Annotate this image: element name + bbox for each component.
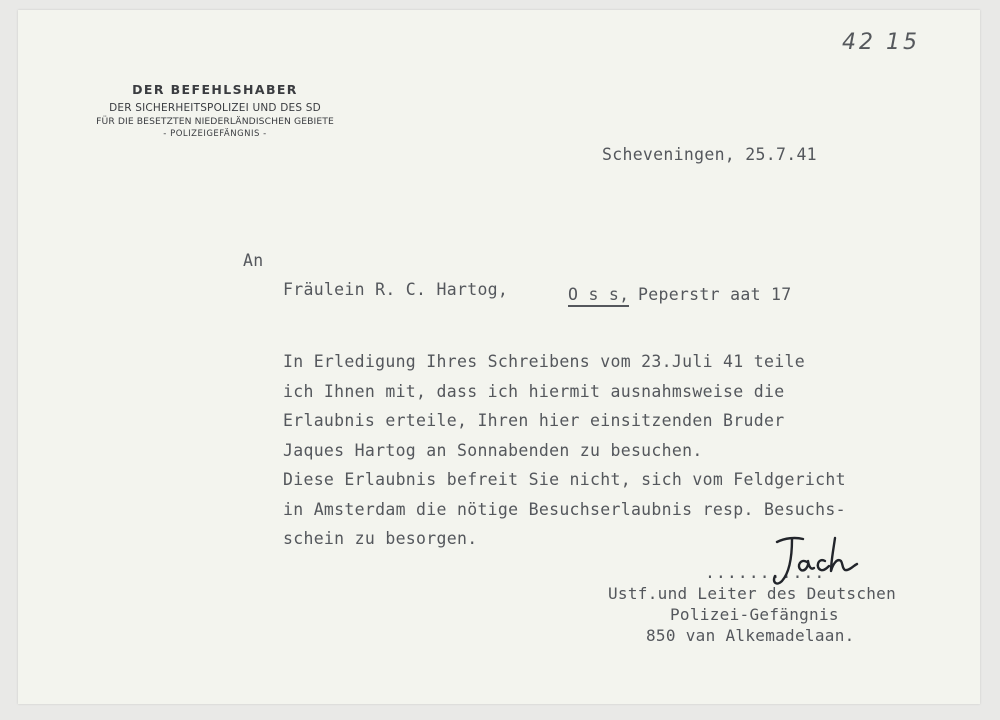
letterhead-line-1: DER BEFEHLSHABER [132, 82, 298, 97]
sign-off-line-2: Polizei-Gefängnis [670, 605, 839, 624]
folio-number: 42 15 [842, 30, 920, 55]
body-line: In Erledigung Ihres Schreibens vom 23.Juli 41 teile [283, 352, 805, 371]
body-line: Diese Erlaubnis befreit Sie nicht, sich vom Feldgericht [283, 470, 846, 489]
body-line: in Amsterdam die nötige Besuchserlaubnis resp. Besuchs- [283, 499, 846, 519]
letterhead-line-2: DER SICHERHEITSPOLIZEI UND DES SD [109, 102, 321, 114]
body-line: schein zu besorgen. [283, 529, 478, 548]
body-line: Erlaubnis erteile, Ihren hier einsitzenden Bruder [283, 411, 785, 430]
salutation: An [243, 251, 264, 270]
place-date: Scheveningen, 25.7.41 [602, 145, 817, 164]
letterhead-line-4: - POLIZEIGEFÄNGNIS - [163, 129, 267, 139]
signature-dotted-line: ........... [705, 563, 826, 582]
letterhead-stamp [60, 82, 370, 139]
sign-off-line-3: 850 van Alkemadelaan. [646, 626, 855, 645]
letterhead-line-3: FÜR DIE BESETZTEN NIEDERLÄNDISCHEN GEBIETE [96, 116, 334, 127]
body-line: ich Ihnen mit, dass ich hiermit ausnahmsweise die [283, 381, 785, 401]
letter-body [283, 347, 846, 554]
handwritten-signature [765, 528, 875, 590]
sign-off-block [608, 583, 896, 646]
sign-off-line-1: Ustf.und Leiter des Deutschen [608, 584, 897, 603]
recipient-city: O s s, [568, 285, 629, 307]
recipient-name: Fräulein R. C. Hartog, [283, 280, 509, 299]
recipient-street: Peperstr aat 17 [638, 285, 792, 304]
body-line: Jaques Hartog an Sonnabenden zu besuchen. [283, 440, 703, 460]
